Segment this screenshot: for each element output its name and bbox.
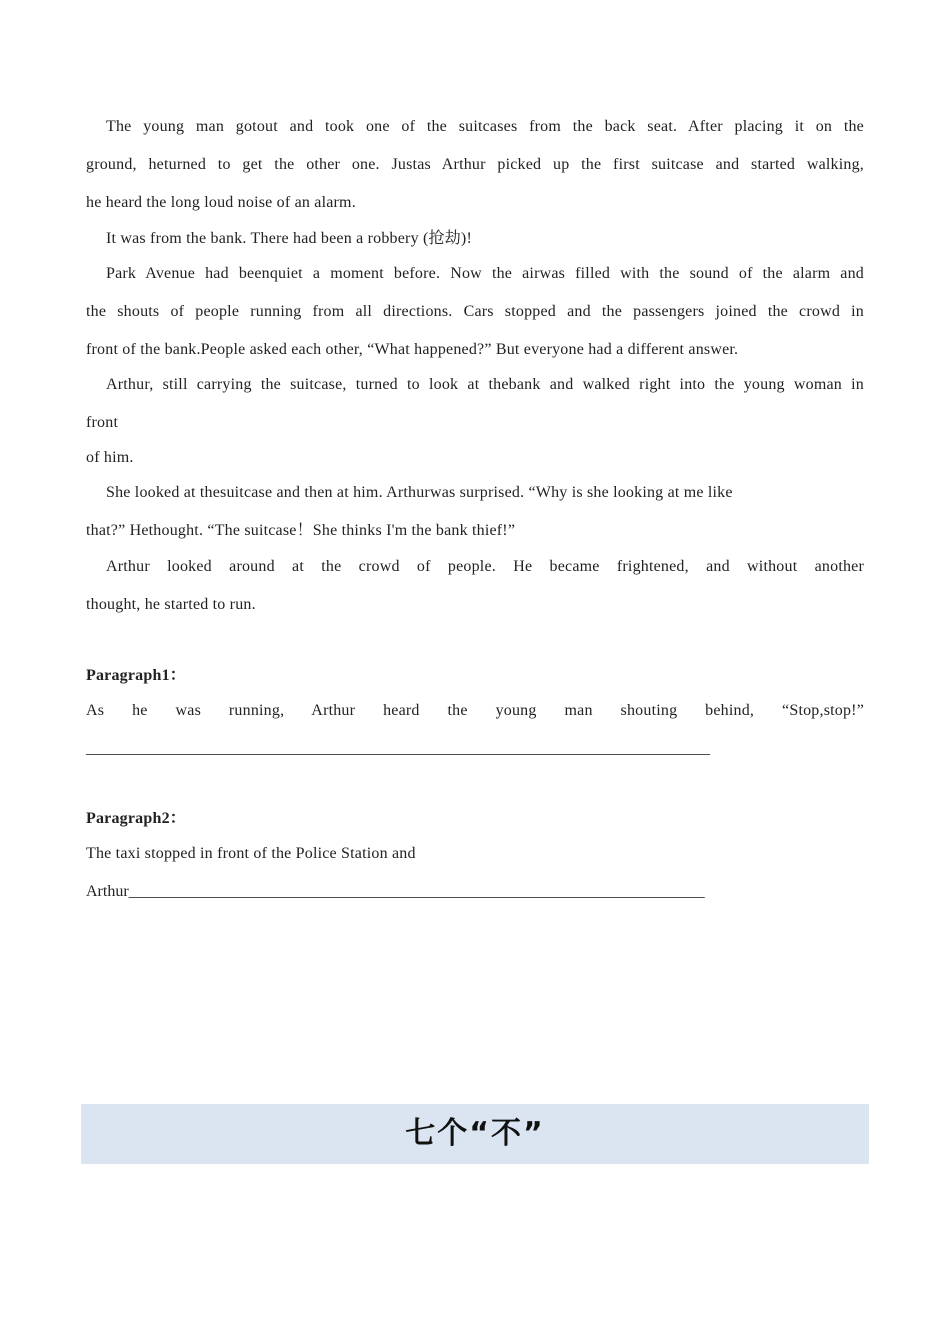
story-line-3: he heard the long loud noise of an alarm.: [86, 194, 356, 211]
story-line-1: The young man gotout and took one of the suitcases from the back seat. After placing it on the: [106, 118, 864, 135]
story-line-14: thought, he started to run.: [86, 596, 256, 613]
story-line-10: of him.: [86, 449, 134, 466]
story-line-5: Park Avenue had beenquiet a moment before. Now the airwas filled with the sound of the alarm and: [106, 265, 864, 282]
story-line-11: She looked at thesuitcase and then at him. Arthurwas surprised. “Why is she looking at me like: [106, 484, 733, 501]
paragraph1-opening: As he was running, Arthur heard the young man shouting behind, “Stop,stop!”: [86, 702, 864, 719]
story-line-2: ground, heturned to get the other one. Justas Arthur picked up the first suitcase and started walking,: [86, 156, 864, 173]
section-banner-title: 七个“不”: [405, 1116, 545, 1151]
paragraph1-heading: Paragraph1：: [86, 667, 186, 684]
section-banner: [81, 1104, 869, 1164]
story-line-9: front: [86, 414, 119, 431]
story-line-4: It was from the bank. There had been a robbery (抢劫)!: [106, 230, 472, 247]
story-line-7: front of the bank.People asked each other, “What happened?” But everyone had a different answer.: [86, 341, 739, 358]
paragraph1-answer-blank[interactable]: ______________________________________________________________________________: [86, 740, 710, 757]
story-line-8: Arthur, still carrying the suitcase, turned to look at thebank and walked right into the young woman in: [106, 376, 864, 393]
paragraph2-heading: Paragraph2：: [86, 810, 186, 827]
story-line-13: Arthur looked around at the crowd of people. He became frightened, and without another: [106, 558, 864, 575]
story-line-6: the shouts of people running from all directions. Cars stopped and the passengers joined the crowd in: [86, 303, 864, 320]
paragraph2-opening: The taxi stopped in front of the Police Station and: [86, 845, 416, 862]
paragraph2-answer-blank[interactable]: Arthur________________________________________________________________________: [86, 883, 705, 900]
story-line-12: that?” Hethought. “The suitcase！She thinks I'm the bank thief!”: [86, 522, 516, 539]
